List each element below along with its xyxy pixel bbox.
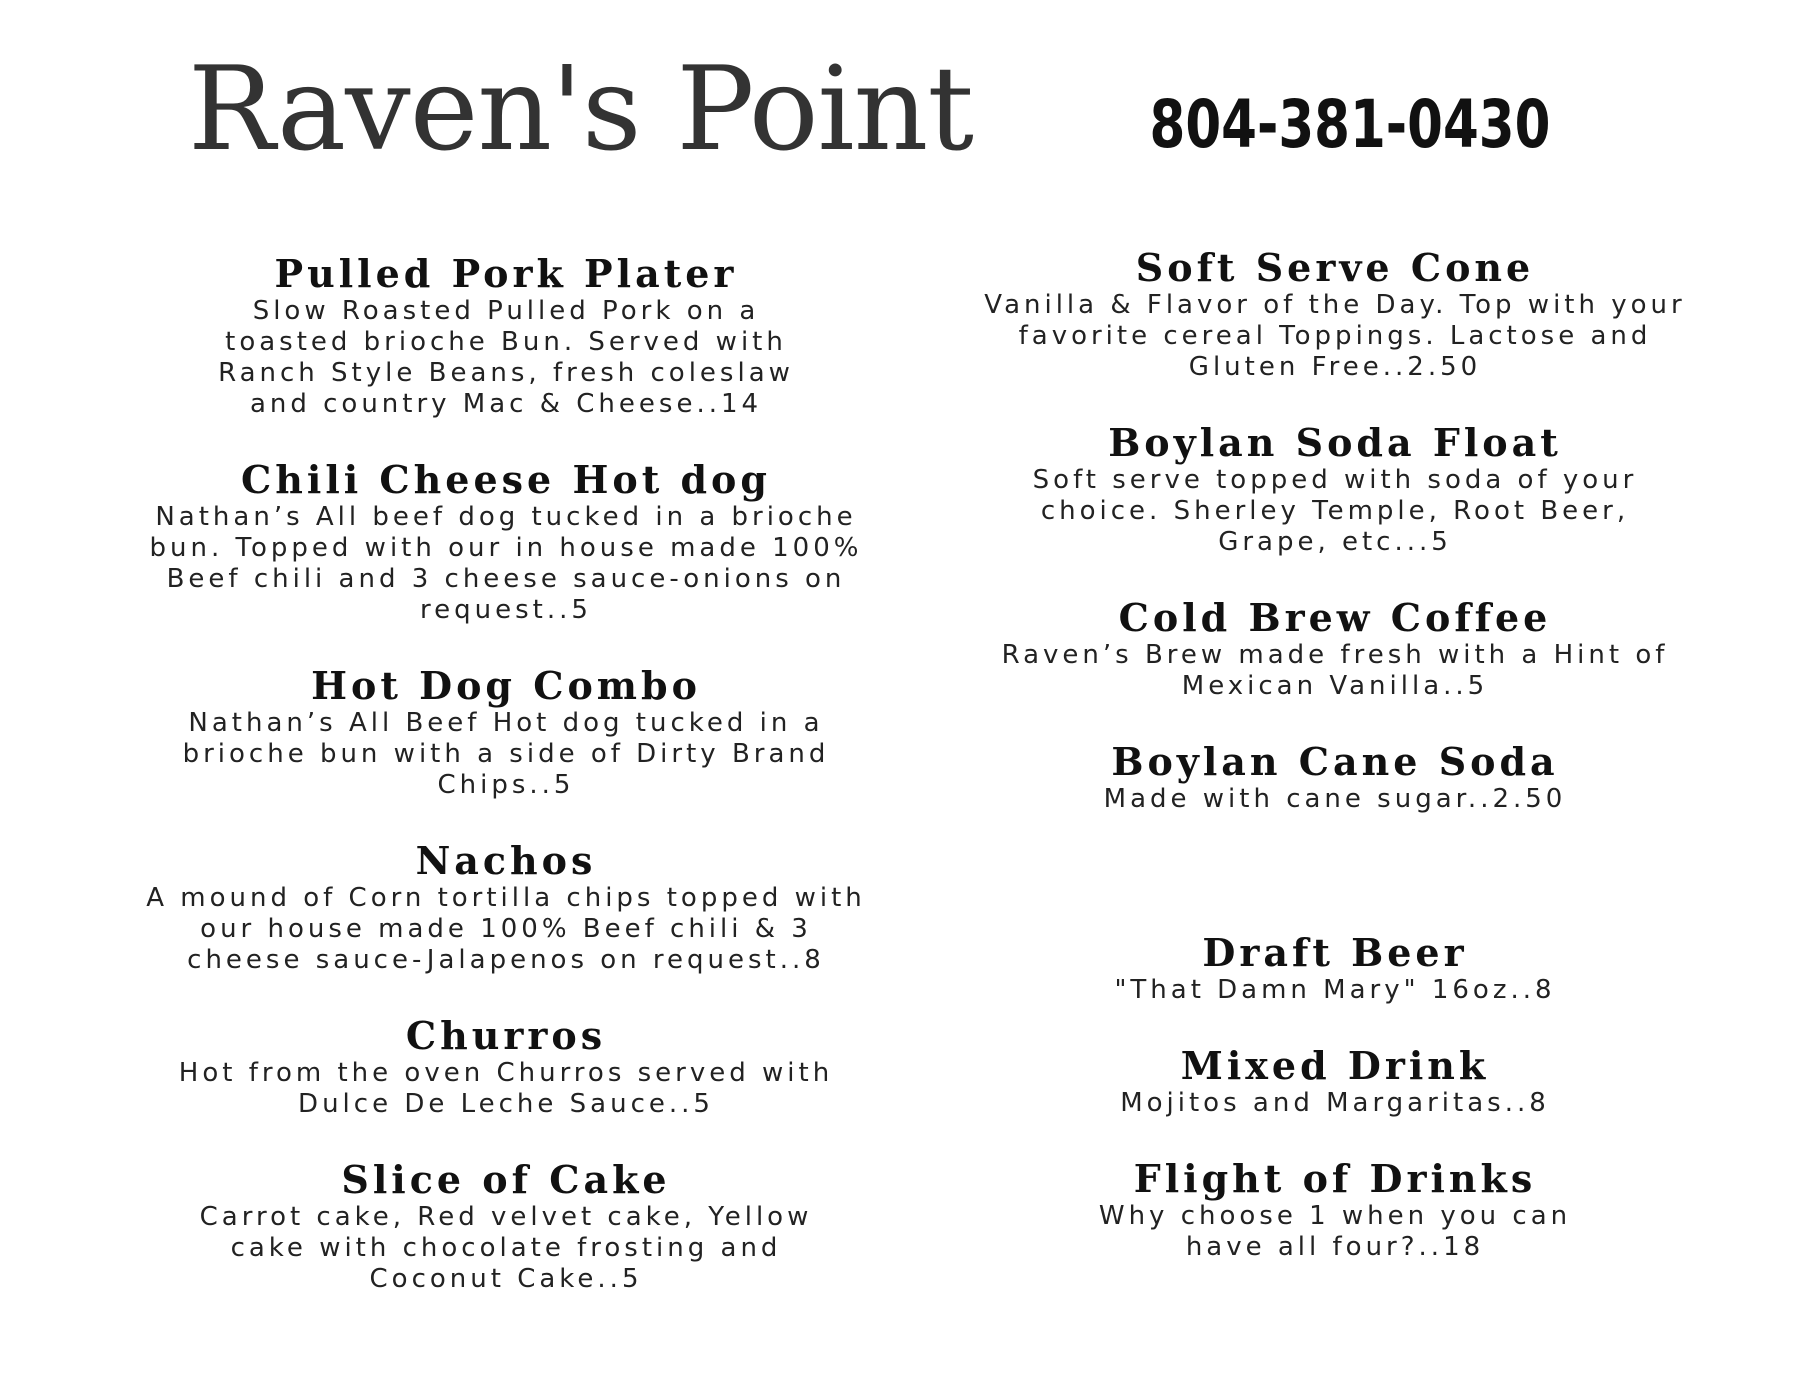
menu-item-boylan-soda-float bbox=[955, 421, 1715, 558]
menu-item-slice-of-cake bbox=[126, 1158, 886, 1295]
menu-item-name: Pulled Pork Plater bbox=[274, 251, 738, 296]
menu-item-description: Nathan’s All Beef Hot dog tucked in a brioche bun with a side of Dirty Brand Chips..5 bbox=[182, 708, 830, 800]
menu-item-description: Carrot cake, Red velvet cake, Yellow cake with chocolate frosting and Coconut Cake..5 bbox=[199, 1202, 813, 1294]
menu-item-mixed-drink bbox=[955, 1044, 1715, 1119]
menu-item-cold-brew-coffee bbox=[955, 596, 1715, 702]
menu-item-boylan-cane-soda bbox=[955, 740, 1715, 815]
menu-item-name: Slice of Cake bbox=[341, 1157, 671, 1202]
menu-item-name: Hot Dog Combo bbox=[311, 663, 701, 708]
menu-item-name: Soft Serve Cone bbox=[1135, 245, 1535, 290]
menu-item-name: Cold Brew Coffee bbox=[1118, 595, 1552, 640]
menu-item-draft-beer bbox=[955, 931, 1715, 1006]
menu-item-description: A mound of Corn tortilla chips topped with our house made 100% Beef chili & 3 cheese sauce-Jalapenos on request..8 bbox=[146, 883, 866, 975]
menu-item-name: Draft Beer bbox=[1202, 930, 1468, 975]
menu-item-description: Why choose 1 when you can have all four?..18 bbox=[1098, 1201, 1572, 1262]
menu-item-description: Vanilla & Flavor of the Day. Top with your favorite cereal Toppings. Lactose and Gluten Free..2.50 bbox=[984, 290, 1686, 382]
menu-item-description: Slow Roasted Pulled Pork on a toasted brioche Bun. Served with Ranch Style Beans, fresh coleslaw and country Mac & Cheese..14 bbox=[218, 296, 794, 419]
phone-number: 804-381-0430 bbox=[1149, 86, 1551, 163]
restaurant-name: Raven's Point bbox=[188, 42, 973, 177]
menu-item-name: Nachos bbox=[415, 838, 597, 883]
section-spacer bbox=[955, 853, 1715, 931]
food-menu-column bbox=[126, 252, 886, 1333]
menu-item-description: Hot from the oven Churros served with Dulce De Leche Sauce..5 bbox=[178, 1058, 834, 1119]
dessert-drinks-column bbox=[955, 246, 1715, 1301]
menu-item-pulled-pork bbox=[126, 252, 886, 420]
menu-item-hot-dog-combo bbox=[126, 664, 886, 801]
menu-item-flight-of-drinks bbox=[955, 1157, 1715, 1263]
menu-item-description: "That Damn Mary" 16oz..8 bbox=[1114, 975, 1556, 1005]
menu-item-name: Churros bbox=[405, 1013, 607, 1058]
menu-item-description: Made with cane sugar..2.50 bbox=[1103, 784, 1567, 814]
menu-item-name: Boylan Cane Soda bbox=[1111, 739, 1559, 784]
menu-item-name: Flight of Drinks bbox=[1133, 1156, 1537, 1201]
menu-item-description: Nathan’s All beef dog tucked in a brioche bun. Topped with our in house made 100% Beef chili and 3 cheese sauce-onions on request..5 bbox=[149, 502, 863, 625]
menu-item-description: Raven’s Brew made fresh with a Hint of Mexican Vanilla..5 bbox=[1001, 640, 1669, 701]
menu-item-name: Mixed Drink bbox=[1180, 1043, 1490, 1088]
menu-item-churros bbox=[126, 1014, 886, 1120]
menu-item-name: Boylan Soda Float bbox=[1108, 420, 1562, 465]
menu-item-description: Soft serve topped with soda of your choice. Sherley Temple, Root Beer, Grape, etc...5 bbox=[1032, 465, 1638, 557]
menu-item-name: Chili Cheese Hot dog bbox=[241, 457, 771, 502]
menu-item-soft-serve-cone bbox=[955, 246, 1715, 383]
menu-item-description: Mojitos and Margaritas..8 bbox=[1120, 1088, 1550, 1118]
menu-item-nachos bbox=[126, 839, 886, 976]
menu-item-chili-cheese-hot-dog bbox=[126, 458, 886, 626]
